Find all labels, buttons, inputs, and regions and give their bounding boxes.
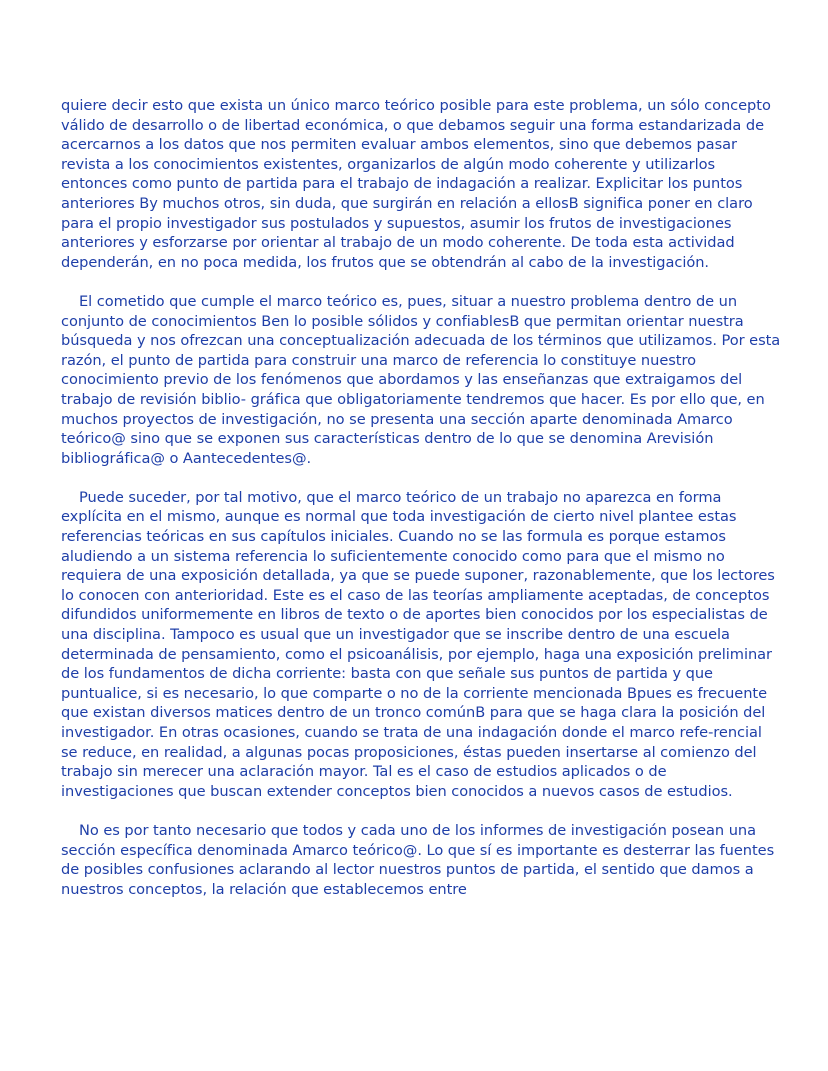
- document-page: [61, 96, 781, 919]
- paragraph-1: quiere decir esto que exista un único marco teórico posible para este problema, un sólo concepto válido de desarrollo o de libertad económica, o que debamos seguir una forma estandarizada de acercarnos a los datos que nos permiten evaluar ambos elementos, sino que debemos pasar revista a los conocimientos existentes, organizarlos de algún modo coherente y utilizarlos entonces como punto de partida para el trabajo de indagación a realizar. Explicitar los puntos anteriores By muchos otros, sin duda, que surgirán en relación a ellosB significa poner en claro para el propio investigador sus postulados y supuestos, asumir los frutos de investigaciones anteriores y esforzarse por orientar al trabajo de un modo coherente. De toda esta actividad dependerán, en no poca medida, los frutos que se obtendrán al cabo de la investigación.: [61, 97, 771, 271]
- paragraph-4: No es por tanto necesario que todos y cada uno de los informes de investigación posean una sección específica denominada Amarco teórico@. Lo que sí es importante es desterrar las fuentes de posibles confusiones aclarando al lector nuestros puntos de partida, el sentido que damos a nuestros conceptos, la relación que establecemos entre: [61, 821, 775, 898]
- paragraph-2: El cometido que cumple el marco teórico es, pues, situar a nuestro problema dentro de un conjunto de conocimientos Ben lo posible sólidos y confiablesB que permitan orientar nuestra búsqueda y nos ofrezcan una conceptualización adecuada de los términos que utilizamos. Por esta razón, el punto de partida para construir una marco de referencia lo constituye nuestro conocimiento previo de los fenómenos que abordamos y las enseñanzas que extraigamos del trabajo de revisión biblio- gráfica que obligatoriamente tendremos que hacer. Es por ello que, en muchos proyectos de investigación, no se presenta una sección aparte denominada Amarco teórico@ sino que se exponen sus características dentro de lo que se denomina Arevisión bibliográfica@ o Aantecedentes@.: [61, 292, 781, 467]
- paragraph-3: Puede suceder, por tal motivo, que el marco teórico de un trabajo no aparezca en forma explícita en el mismo, aunque es normal que toda investigación de cierto nivel plantee estas referencias teóricas en sus capítulos iniciales. Cuando no se las formula es porque estamos aludiendo a un sistema referencia lo suficientemente conocido como para que el mismo no requiera de una exposición detallada, ya que se puede suponer, razonablemente, que los lectores lo conocen con anterioridad. Este es el caso de las teorías ampliamente aceptadas, de conceptos difundidos uniformemente en libros de texto o de aportes bien conocidos por los especialistas de una disciplina. Tampoco es usual que un investigador que se inscribe dentro de una escuela determinada de pensamiento, como el psicoanálisis, por ejemplo, haga una exposición preliminar de los fundamentos de dicha corriente: basta con que señale sus puntos de partida y que puntualice, si es necesario, lo que comparte o no de la corriente mencionada Bpues es frecuente que existan diversos matices dentro de un tronco comúnB para que se haga clara la posición del investigador. En otras ocasiones, cuando se trata de una indagación donde el marco refe-rencial se reduce, en realidad, a algunas pocas proposiciones, éstas pueden insertarse al comienzo del trabajo sin merecer una aclaración mayor. Tal es el caso de estudios aplicados o de investigaciones que buscan extender conceptos bien conocidos a nuevos casos de estudios.: [61, 488, 775, 800]
